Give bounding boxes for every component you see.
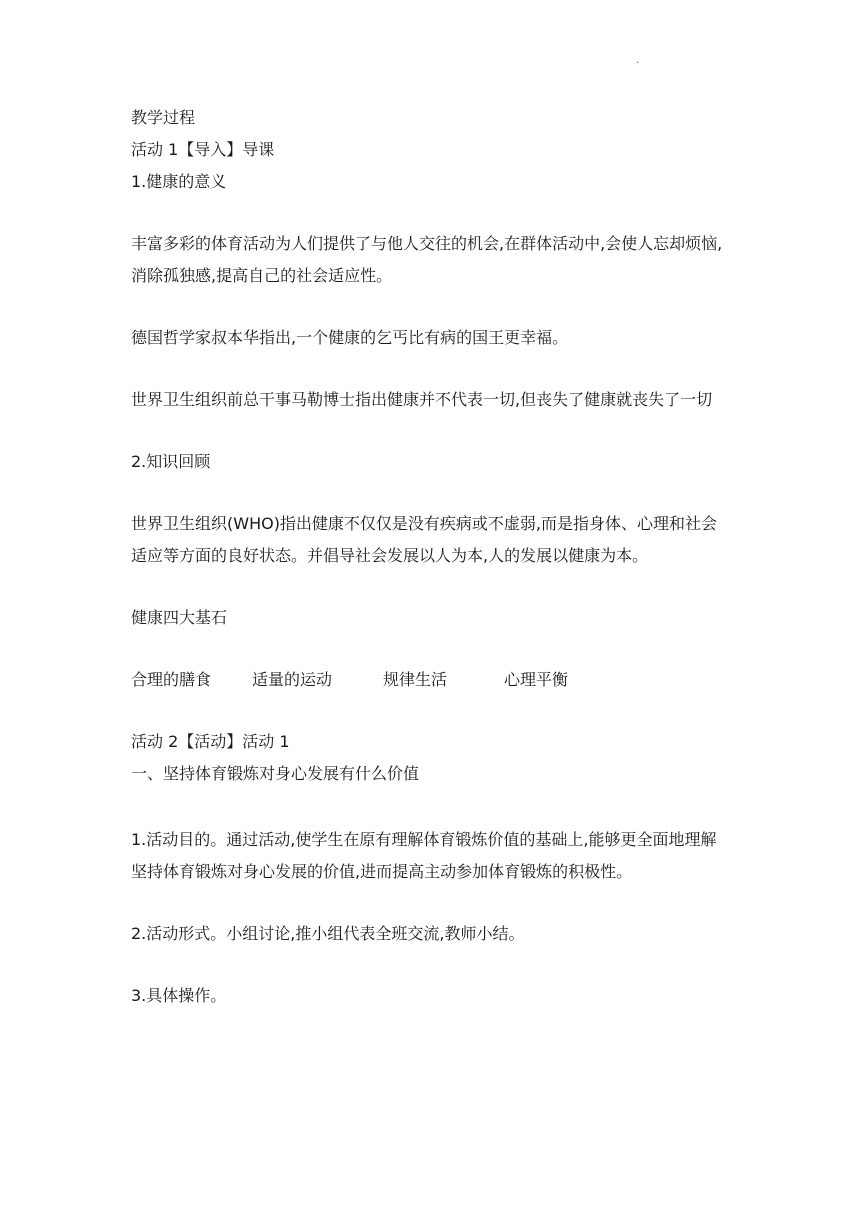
pillar-item: 规律生活 [383,670,448,689]
activity-1-title: 活动 1【导入】导课 [131,140,275,159]
pillars-title: 健康四大基石 [131,608,228,627]
paragraph-who-definition: 世界卫生组织(WHO)指出健康不仅仅是没有疾病或不虚弱,而是指身体、心理和社会适应等方面的良好状态。并倡导社会发展以人为本,人的发展以健康为本。 [131,514,718,565]
activity-purpose: 1.活动目的。通过活动,使学生在原有理解体育锻炼价值的基础上,能够更全面地理解坚持体育锻炼对身心发展的价值,进而提高主动参加体育锻炼的积极性。 [131,830,717,881]
activity-operation: 3.具体操作。 [131,986,227,1005]
activity-2-subtitle: 一、坚持体育锻炼对身心发展有什么价值 [131,764,420,783]
activity-2-title: 活动 2【活动】活动 1 [131,732,290,751]
pillar-item: 心理平衡 [504,670,569,689]
page-mark: . [636,55,640,66]
section-heading: 教学过程 [131,108,196,127]
paragraph-schopenhauer: 德国哲学家叔本华指出,一个健康的乞丐比有病的国王更幸福。 [131,328,569,347]
document-body [131,102,731,1012]
pillars-row [131,664,731,696]
pillar-item: 合理的膳食 [131,670,212,689]
health-meaning-heading: 1.健康的意义 [131,172,227,191]
paragraph-social-adaptation: 丰富多彩的体育活动为人们提供了与他人交往的机会,在群体活动中,会使人忘却烦恼,消除孤独感,提高自己的社会适应性。 [131,234,723,285]
pillar-item: 适量的运动 [252,670,333,689]
activity-format: 2.活动形式。小组讨论,推小组代表全班交流,教师小结。 [131,924,525,943]
knowledge-review-heading: 2.知识回顾 [131,452,211,471]
paragraph-who-director: 世界卫生组织前总干事马勒博士指出健康并不代表一切,但丧失了健康就丧失了一切 [131,390,713,409]
